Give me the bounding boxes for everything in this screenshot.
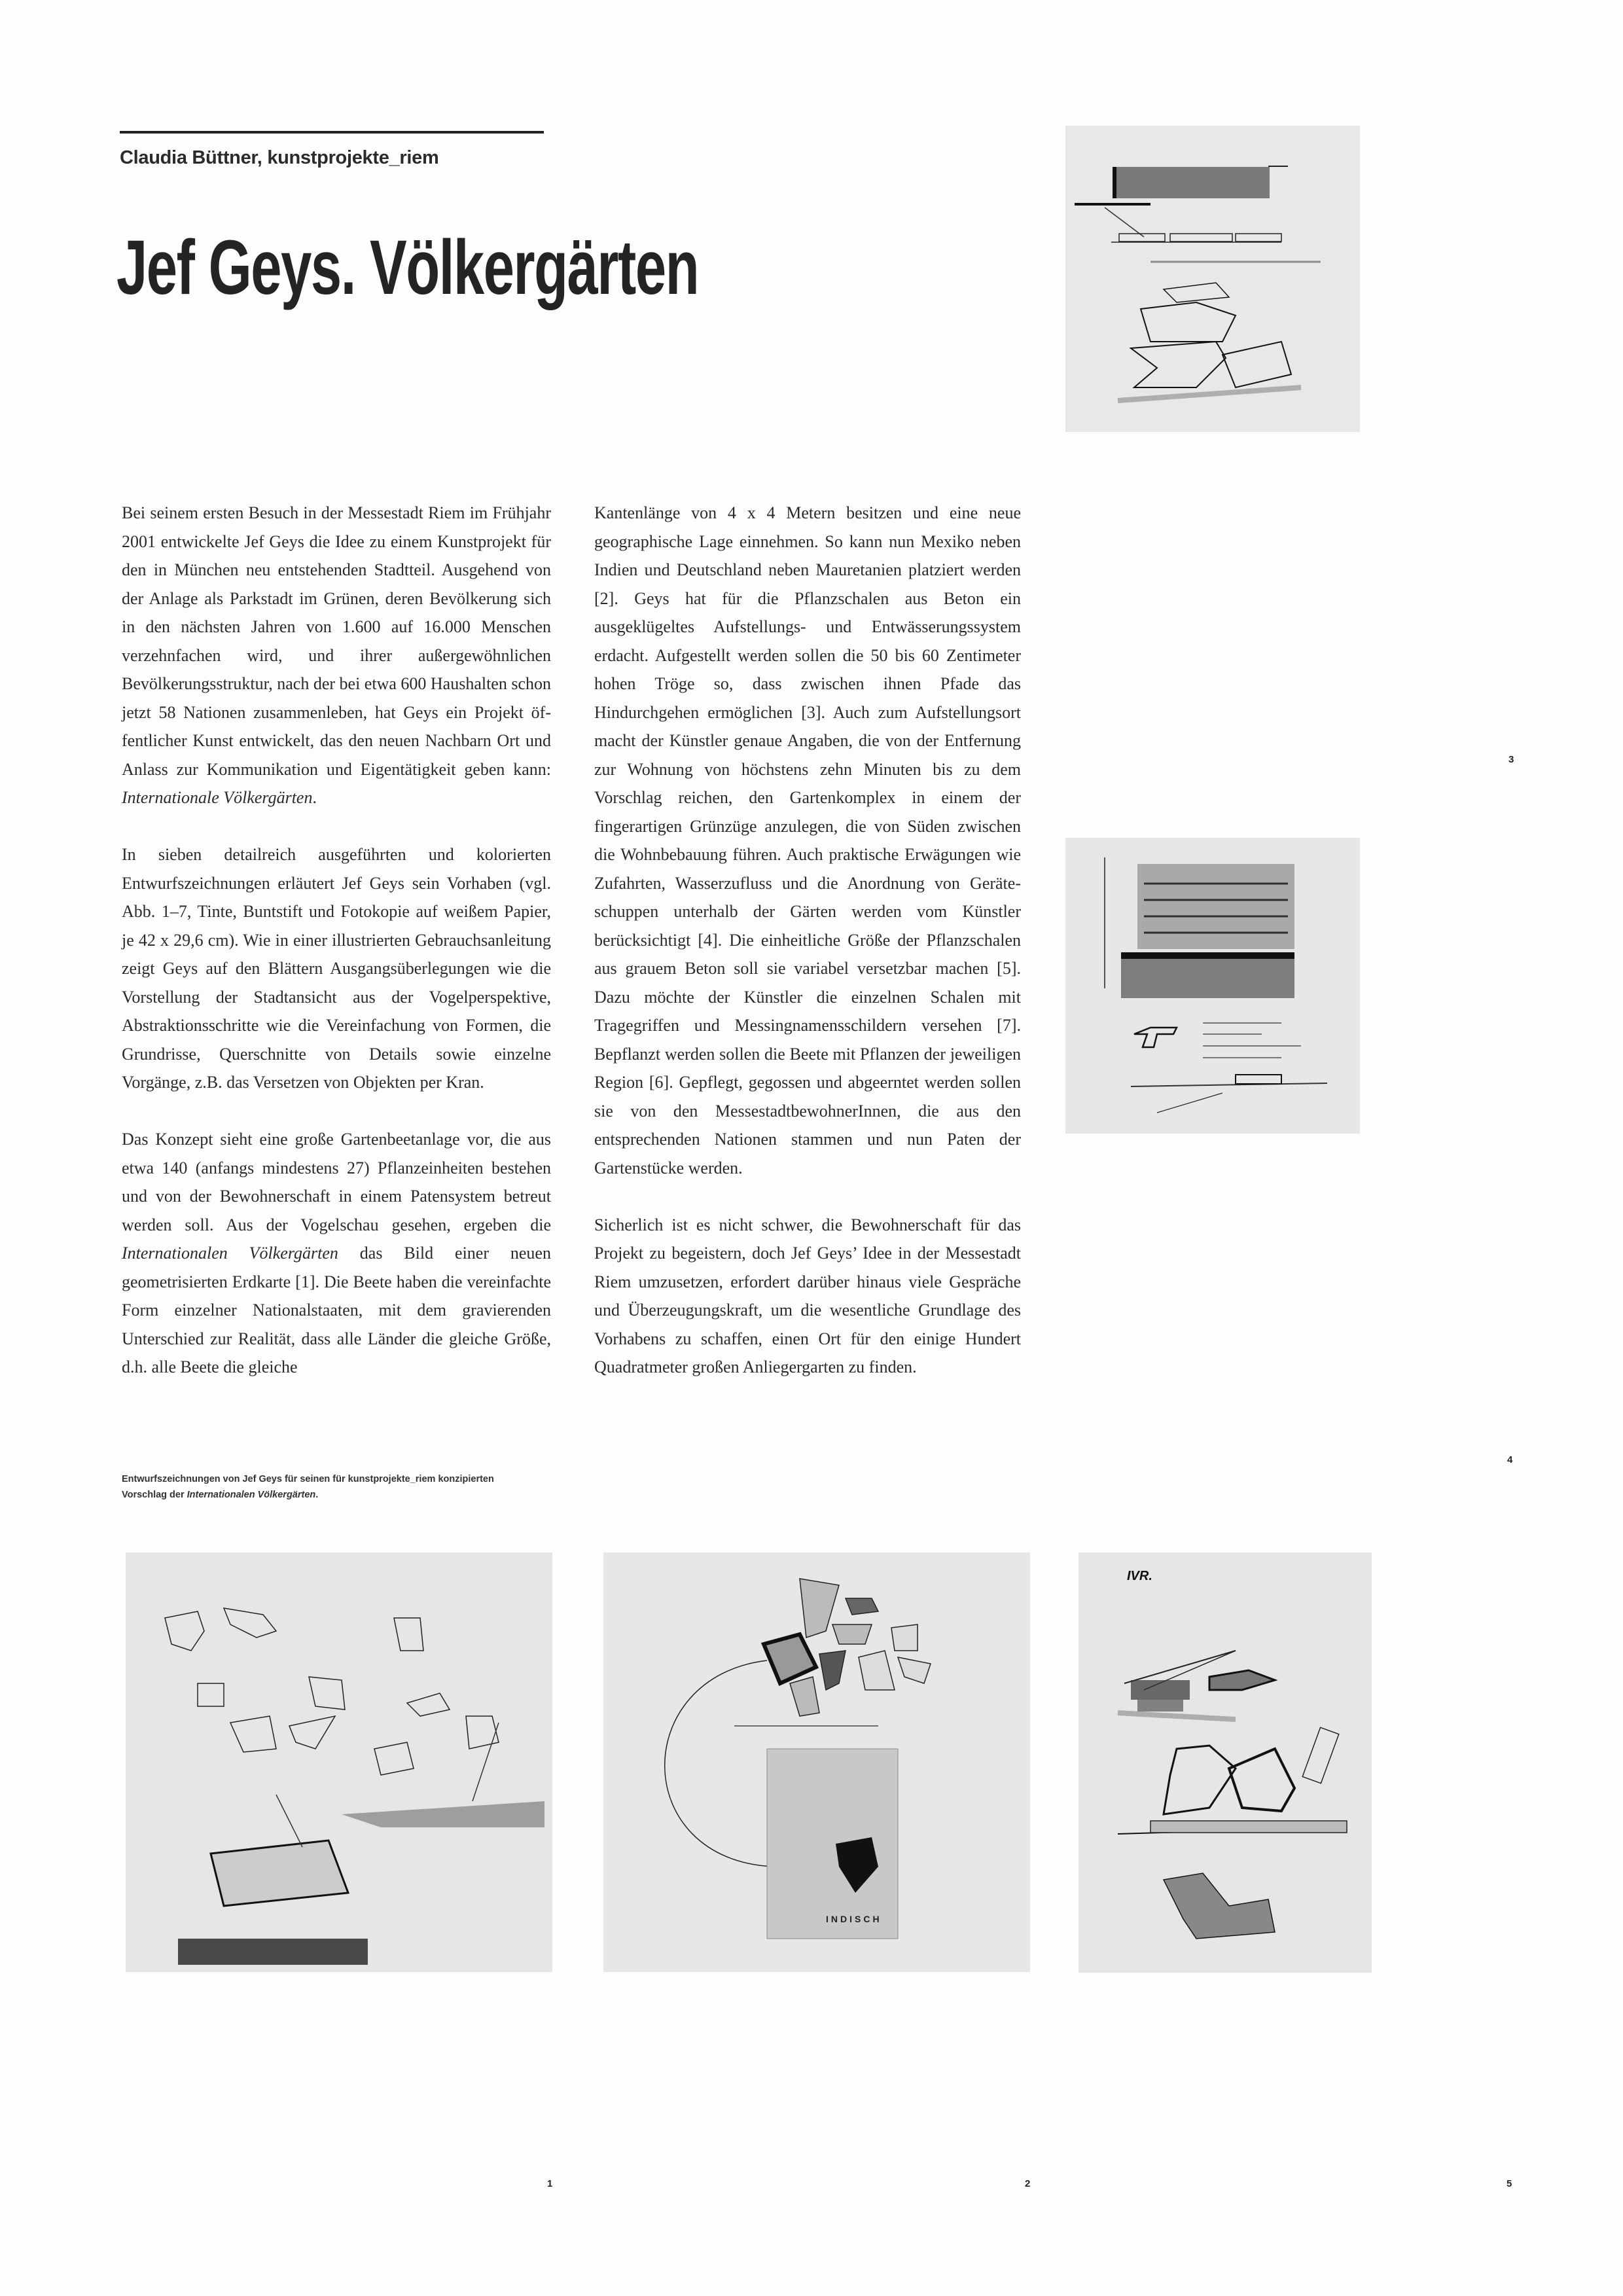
text-run: Kantenlänge von 4 x 4 Metern besitzen und eine neue geographische Lage einnehmen. So kann nun Mexiko neben Indien und Deutschland neben Mauretanien platziert werden [2]. Geys hat für die Pflanzschalen aus Beton ein ausgeklügeltes Aufstellungs- und Entwässerungssystem erdacht. Aufgestellt werden sollen die 50 bis 60 Zentimeter hohen Tröge so, dass zwischen ihnen Pfade das Hindurchgehen ermöglichen [3]. Auch zum Aufstellungsort macht der Künstler genaue Angaben, die von der Entfernung zur Wohnung von höchstens zehn Minuten bis zu dem Vorschlag reichen, den Gartenkomplex in einem der fingerartigen Grünzüge anzulegen, die von Süden zwischen die Wohnbebauung führen. Auch praktische Erwägungen wie Zufahrten, Wasserzufluss und die Anordnung von Geräteschuppen unterhalb der Gärten werden vom Künstler berücksichtigt [4]. Die einheitliche Größe der Pflanzschalen aus grauem Beton soll sie variabel versetzbar machen [5]. Dazu möchte der Künstler die einzelnen Schalen mit Tragegriffen und Messingnamensschildern versehen [7]. Bepflanzt werden sollen die Beete mit Pflanzen der jeweiligen Region [6]. Gepflegt, gegossen und abgeerntet werden sollen sie von den MessestadtbewohnerInnen, die aus den entsprechenden Nationen stammen und nun Paten der Gartenstücke werden. (594, 503, 1021, 1177)
figure-caption (122, 1471, 619, 1503)
caption-italic: Internationalen Völkergärten (187, 1490, 316, 1500)
text-run: das Bild einer neuen geometrisierten Erdkarte [1]. Die Beete haben die vereinfachte Form einzelner Nationalstaaten, mit dem gravierenden Unterschied zur Realität, dass alle Länder die gleiche Größe, d.h. alle Beete die gleiche (122, 1244, 551, 1376)
italic-title-run: Internationale Völkergärten (122, 788, 313, 807)
left-paragraph-1 (122, 499, 551, 812)
aerial-countries-sketch (126, 1552, 552, 1972)
site-plan-sketch (1065, 838, 1360, 1134)
right-paragraph-2 (594, 1211, 1021, 1382)
left-paragraph-2 (122, 840, 551, 1097)
body-column-left (122, 499, 551, 1382)
map-india-sketch (603, 1552, 1030, 1972)
text-run: Das Konzept sieht eine große Gartenbeetanlage vor, die aus etwa 140 (anfangs mindestens 27) Pflanzeinheiten bestehen und von der Bewohnerschaft in einem Patensystem betreut werden soll. Aus der Vogelschau gesehen, ergeben die (122, 1130, 551, 1234)
left-paragraph-3 (122, 1125, 551, 1382)
text-run: In sieben detailreich ausgeführten und kolorierten Entwurfszeichnungen erläutert Jef Geys sein Vorhaben (vgl. Abb. 1–7, Tinte, Buntstift und Fotokopie auf weißem Papier, je 42 x 29,6 cm). Wie in einer illustrierten Gebrauchsanleitung zeigt Geys auf den Blättern Ausgangsüberlegungen wie die Vorstellung der Stadtansicht aus der Vogelperspektive, Abstraktionsschritte wie die Vereinfachung von Formen, die Grundrisse, Querschnitte von Details sowie einzelne Vorgänge, z.B. das Versetzen von Objekten per Kran. (122, 845, 551, 1092)
figure-number-4: 4 (1507, 1454, 1513, 1465)
caption-line-2 (122, 1487, 619, 1503)
caption-prefix: Vorschlag der (122, 1490, 187, 1500)
caption-suffix: . (315, 1490, 319, 1500)
figure-number-2: 2 (1025, 2178, 1031, 2189)
figure-3-drawing (1065, 126, 1360, 432)
figure-number-5: 5 (1507, 2178, 1512, 2189)
figure-5-drawing (1079, 1552, 1372, 1973)
text-run: . (312, 788, 317, 807)
figure-4-drawing (1065, 838, 1360, 1134)
ivr-label: IVR. (1127, 1569, 1152, 1583)
header-rule (120, 131, 544, 134)
byline: Claudia Büttner, kunstprojekte_riem (120, 147, 439, 168)
planter-perspective-sketch (1065, 126, 1360, 432)
figure-number-1: 1 (547, 2178, 553, 2189)
caption-line-1: Entwurfszeichnungen von Jef Geys für seinen für kunstprojekte_riem konzipierten (122, 1474, 494, 1484)
right-paragraph-1 (594, 499, 1021, 1182)
figure-2-drawing (603, 1552, 1030, 1972)
text-run: Bei seinem ersten Besuch in der Messestadt Riem im Frühjahr 2001 entwickelte Jef Geys die Idee zu einem Kunstprojekt für den in München neu entstehenden Stadtteil. Ausgehend von der Anlage als Parkstadt im Grünen, deren Bevölkerung sich in den nächsten Jahren von 1.600 auf 16.000 Menschen verzehnfachen wird, und ihrer außergewöhnlichen Bevölkerungsstruktur, nach der bei etwa 600 Haushalten schon jetzt 58 Nationen zusammenleben, hat Geys ein Projekt öffentlicher Kunst entwickelt, das den neuen Nachbarn Ort und Anlass zur Kommunikation und Eigentätigkeit geben kann: (122, 503, 552, 779)
body-column-right (594, 499, 1021, 1382)
figure-number-3: 3 (1508, 754, 1514, 765)
article-title: Jef Geys. Völkergärten (116, 224, 699, 311)
map-label-indisch: INDISCH (826, 1914, 882, 1924)
italic-title-run: Internationalen Völkergärten (122, 1244, 338, 1263)
text-run: Sicherlich ist es nicht schwer, die Bewohnerschaft für das Projekt zu begeistern, doch Jef Geys’ Idee in der Messestadt Riem umzusetzen, erfordert darüber hinaus viele Gespräche und Überzeugungskraft, um die wesentliche Grundlage des Vorhabens zu schaffen, einen Ort für den einige Hundert Quadratmeter großen Anliegergarten zu finden. (594, 1215, 1021, 1376)
crane-planter-sketch (1079, 1552, 1372, 1973)
figure-1-drawing (126, 1552, 552, 1972)
